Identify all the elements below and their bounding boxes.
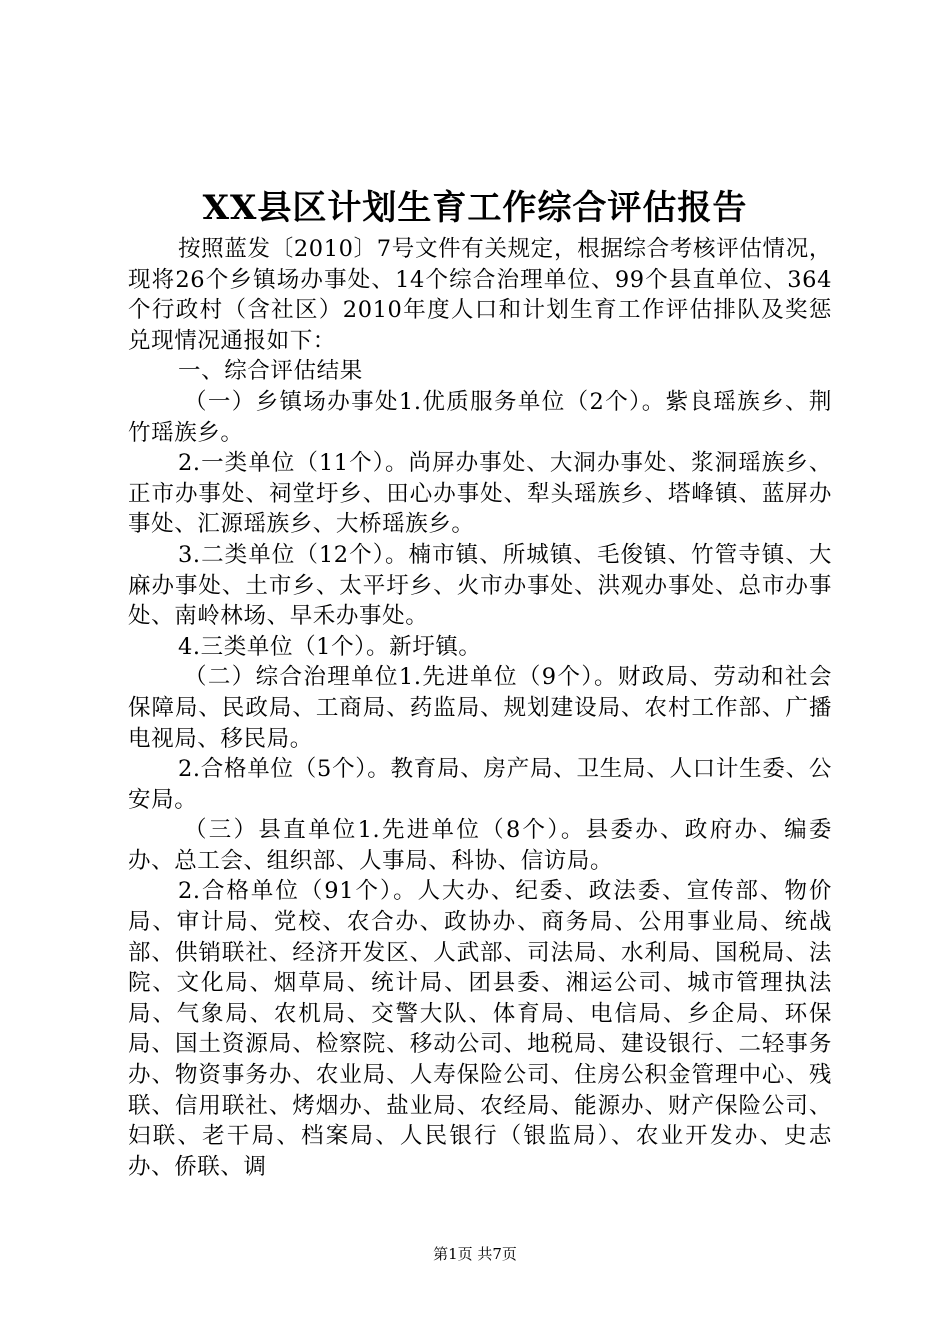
- page-number-footer: 第1页 共7页: [433, 1245, 517, 1263]
- subsection-county-units-paragraph: （三）县直单位1.先进单位（8个）。县委办、政府办、编委办、总工会、组织部、人事局、科协、信访局。: [128, 817, 832, 874]
- county-units-qualified-paragraph: 2.合格单位（91个）。人大办、纪委、政法委、宣传部、物价局、审计局、党校、农合办、政协办、商务局、公用事业局、统战部、供销联社、经济开发区、人武部、司法局、水利局、国税局、法院、文化局、烟草局、统计局、团县委、湘运公司、城市管理执法局、气象局、农机局、交警大队、体育局、电信局、乡企局、环保局、国土资源局、检察院、移动公司、地税局、建设银行、二轻事务办、物资事务办、农业局、人寿保险公司、住房公积金管理中心、残联、信用联社、烤烟办、盐业局、农经局、能源办、财产保险公司、妇联、老干局、档案局、人民银行（银监局）、农业开发办、史志办、侨联、调: [128, 878, 832, 1180]
- township-class-2-paragraph: 3.二类单位（12个）。楠市镇、所城镇、毛俊镇、竹管寺镇、大麻办事处、土市乡、太平圩乡、火市办事处、洪观办事处、总市办事处、南岭林场、早禾办事处。: [128, 541, 832, 630]
- governance-qualified-paragraph: 2.合格单位（5个）。教育局、房产局、卫生局、人口计生委、公安局。: [128, 756, 832, 813]
- document-body: [128, 234, 832, 1182]
- subsection-township-paragraph: （一）乡镇场办事处1.优质服务单位（2个）。紫良瑶族乡、荆竹瑶族乡。: [128, 388, 832, 446]
- subsection-governance-paragraph: （二）综合治理单位1.先进单位（9个）。财政局、劳动和社会保障局、民政局、工商局、药监局、规划建设局、农村工作部、广播电视局、移民局。: [128, 664, 832, 752]
- document-title: XX县区计划生育工作综合评估报告: [202, 188, 748, 228]
- township-class-1-paragraph: 2.一类单位（11个）。尚屏办事处、大洞办事处、浆洞瑶族乡、正市办事处、祠堂圩乡、田心办事处、犁头瑶族乡、塔峰镇、蓝屏办事处、汇源瑶族乡、大桥瑶族乡。: [128, 450, 832, 538]
- section-heading-1: 一、综合评估结果: [178, 358, 363, 385]
- township-class-3-paragraph: 4.三类单位（1个）。新圩镇。: [178, 633, 482, 660]
- intro-paragraph: 按照蓝发〔2010〕7号文件有关规定，根据综合考核评估情况，现将26个乡镇场办事处、14个综合治理单位、99个县直单位、364个行政村（含社区）2010年度人口和计划生育工作评估排队及奖惩兑现情况通报如下：: [128, 236, 832, 354]
